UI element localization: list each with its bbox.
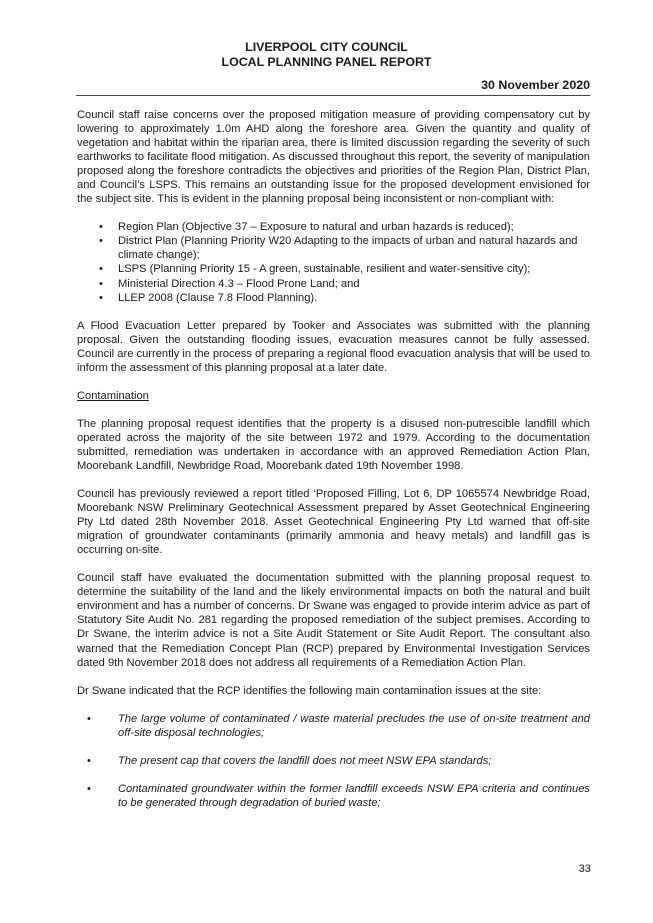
bullet-icon: •	[99, 235, 103, 248]
bullet-icon: •	[99, 277, 103, 290]
list-item: • Ministerial Direction 4.3 – Flood Prone Land; and	[99, 277, 360, 290]
bullet-icon: •	[99, 291, 103, 304]
report-body	[77, 108, 590, 824]
council-name: LIVERPOOL CITY COUNCIL	[245, 40, 408, 54]
report-title: LOCAL PLANNING PANEL REPORT	[221, 55, 432, 69]
paragraph-rcp-issues: Dr Swane indicated that the RCP identifies the following main contamination issues at the site:	[77, 684, 542, 697]
header-divider	[76, 95, 590, 96]
section-heading-contamination: Contamination	[77, 389, 149, 402]
paragraph-site-audit: Council staff have evaluated the documentation submitted with the planning proposal request to determine the suitability of the land and the likely environmental impacts on both the natural and built environment and has a number of concerns. Dr Swane was engaged to provide interim advice as part of Statutory Site Audit No. 281 regarding the proposed remediation of the subject premises. According to Dr Swane, the interim advice is not a Site Audit Statement or Site Audit Report. The consultant also warned that the Remediation Concept Plan (RCP) prepared by Environmental Investigation Services dated 9th November 2018 does not address all requirements of a Remediation Action Plan.	[77, 572, 590, 669]
report-date: 30 November 2020	[481, 78, 590, 92]
bullet-icon: •	[87, 712, 91, 725]
paragraph-geotechnical: Council has previously reviewed a report titled ‘Proposed Filling, Lot 6, DP 1065574 Newbridge Road, Moorebank NSW Preliminary Geotechnical Assessment prepared by Asset Geotechnical Engineering Pty Ltd dated 28th November 2018. Asset Geotechnical Engineering Pty Ltd warned that off-site migration of groundwater contaminants (primarily ammonia and heavy metals) and landfill gas is occurring on-site.	[77, 488, 590, 557]
list-item: • Region Plan (Objective 37 – Exposure to natural and urban hazards is reduced);	[99, 221, 514, 234]
page-number: 33	[578, 863, 591, 875]
paragraph-mitigation: Council staff raise concerns over the proposed mitigation measure of providing compensatory cut by lowering to approximately 1.0m AHD along the foreshore area. Given the quantity and quality of vegetation and habitat within the riparian area, there is limited discussion regarding the severity of such earthworks to facilitate flood mitigation. As discussed throughout this report, the severity of manipulation proposed along the foreshore contradicts the objectives and priorities of the Region Plan, District Plan, and Council’s LSPS. This remains an outstanding issue for the proposed development envisioned for the subject site. This is evident in the planning proposal being inconsistent or non-compliant with:	[77, 109, 590, 206]
paragraph-flood-evacuation: A Flood Evacuation Letter prepared by Tooker and Associates was submitted with the planning proposal. Given the outstanding flooding issues, evacuation measures cannot be fully assessed. Council are currently in the process of preparing a regional flood evacuation analysis that will be used to inform the assessment of this planning proposal at a later date.	[77, 319, 590, 374]
list-item: • LSPS (Planning Priority 15 - A green, sustainable, resilient and water-sensitive city);	[99, 263, 531, 276]
contamination-issues-list	[77, 712, 590, 810]
paragraph-landfill: The planning proposal request identifies that the property is a disused non-putrescible landfill which operated across the majority of the site between 1972 and 1979. According to the documentation submitted, remediation was undertaken in accordance with an approved Remediation Action Plan, Moorebank Landfill, Newbridge Road, Moorebank dated 19th November 1998.	[77, 417, 590, 472]
list-item: • District Plan (Planning Priority W20 Adapting to the impacts of urban and natural hazards and climate change);	[99, 235, 578, 262]
bullet-icon: •	[87, 782, 91, 795]
bullet-icon: •	[99, 263, 103, 276]
list-item: • The present cap that covers the landfill does not meet NSW EPA standards;	[87, 754, 492, 767]
list-item: • Contaminated groundwater within the former landfill exceeds NSW EPA criteria and continues to be generated through degradation of buried waste;	[87, 782, 590, 809]
bullet-icon: •	[87, 754, 91, 767]
inconsistency-list	[77, 220, 590, 304]
list-item: • The large volume of contaminated / waste material precludes the use of on-site treatment and off-site disposal technologies;	[87, 712, 590, 739]
bullet-icon: •	[99, 221, 103, 234]
list-item: • LLEP 2008 (Clause 7.8 Flood Planning).	[99, 291, 318, 304]
